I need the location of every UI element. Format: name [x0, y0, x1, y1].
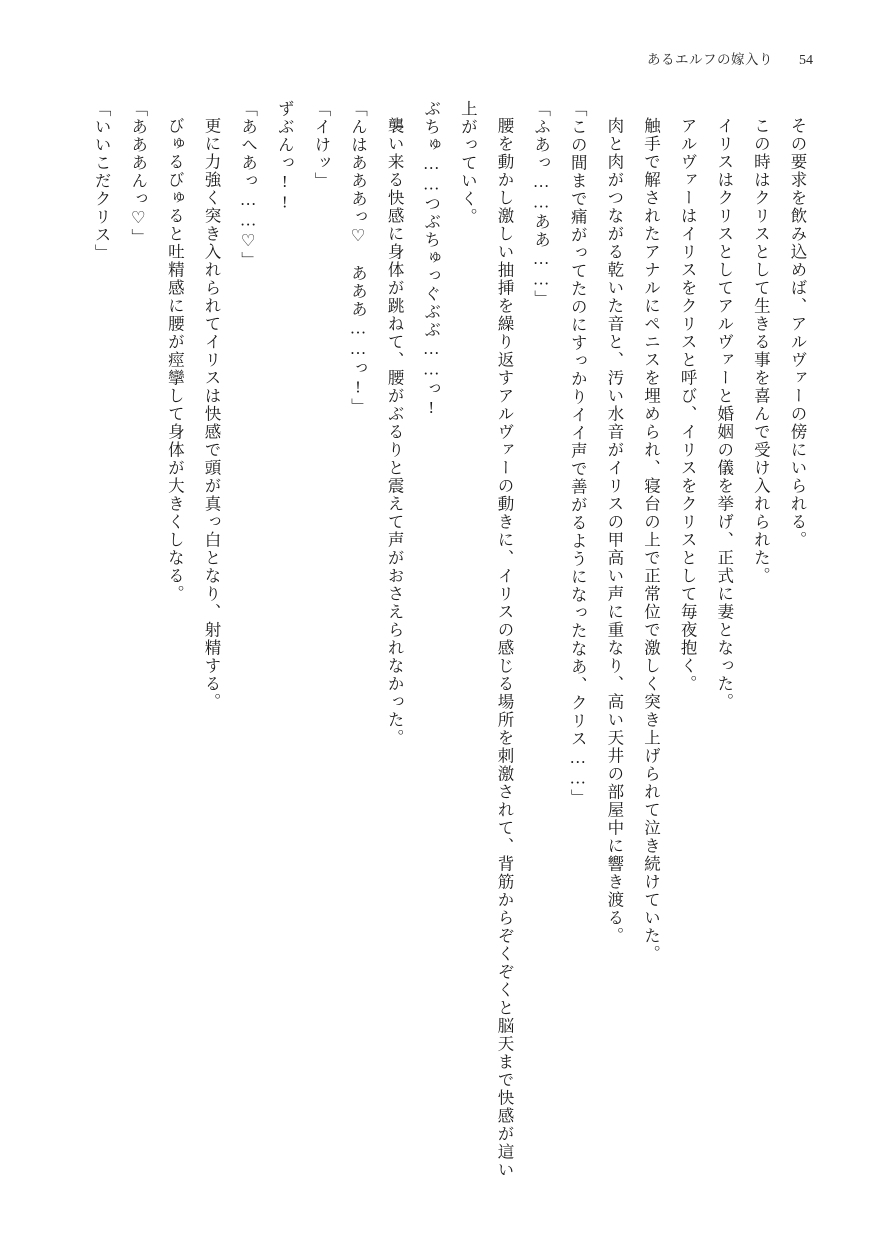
body-paragraph: 「ふあっ……ああ……」: [531, 100, 551, 308]
body-paragraph: その要求を飲み込めば、アルヴァーの傍にいられる。: [788, 116, 807, 549]
body-paragraph: 襲い来る快感に身体が跳ねて、腰がぶるりと震えて声がおさえられなかった。: [385, 116, 405, 747]
running-header: [647, 48, 813, 69]
body-paragraph: この時はクリスとして生きる事を喜んで受け入れられた。: [751, 116, 771, 585]
page-number: 54: [799, 53, 813, 68]
body-paragraph: ずぶんっ!!: [275, 100, 295, 213]
body-paragraph: 「あへあっ……♡」: [238, 100, 258, 270]
body-paragraph: びゅるびゅると吐精感に腰が痙攣して身体が大きくしなる。: [165, 116, 185, 603]
body-paragraph: 「この間まで痛がってたのにすっかりイイ声で善がるようになったなあ、クリス……」: [568, 100, 588, 807]
body-paragraph: 肉と肉がつながる乾いた音と、汚い水音がイリスの甲高い声に重なり、高い天井の部屋中に響き渡る。: [604, 116, 624, 945]
body-paragraph: 「イけッ」: [311, 100, 331, 190]
body-paragraph: 腰を動かし激しい抽挿を繰り返すアルヴァーの動きに、イリスの感じる場所を刺激されて、背筋からぞくぞくと脳天まで快感が這い上がっていく。: [458, 100, 514, 1179]
book-title: あるエルフの嫁入り: [647, 52, 773, 67]
body-paragraph: アルヴァーはイリスをクリスと呼び、イリスをクリスとして毎夜抱く。: [678, 116, 698, 693]
body-paragraph: 更に力強く突き入れられてイリスは快感で頭が真っ白となり、射精する。: [202, 116, 221, 711]
body-paragraph: 触手で解されたアナルにペニスを埋められ、寝台の上で正常位で激しく突き上げられて泣き続けていた。: [641, 116, 661, 963]
body-paragraph: 「んはあああっ♡ あああ……っ!」: [348, 100, 368, 416]
body-paragraph: イリスはクリスとしてアルヴァーと婚姻の儀を挙げ、正式に妻となった。: [714, 116, 734, 711]
body-paragraph: 「あああんっ♡」: [128, 100, 148, 247]
page-body-text: [55, 100, 815, 1180]
body-paragraph: ぶちゅ……つぶちゅっぐぶぶ……っ!: [421, 100, 441, 419]
body-paragraph: 「いいこだクリス」: [92, 100, 112, 262]
